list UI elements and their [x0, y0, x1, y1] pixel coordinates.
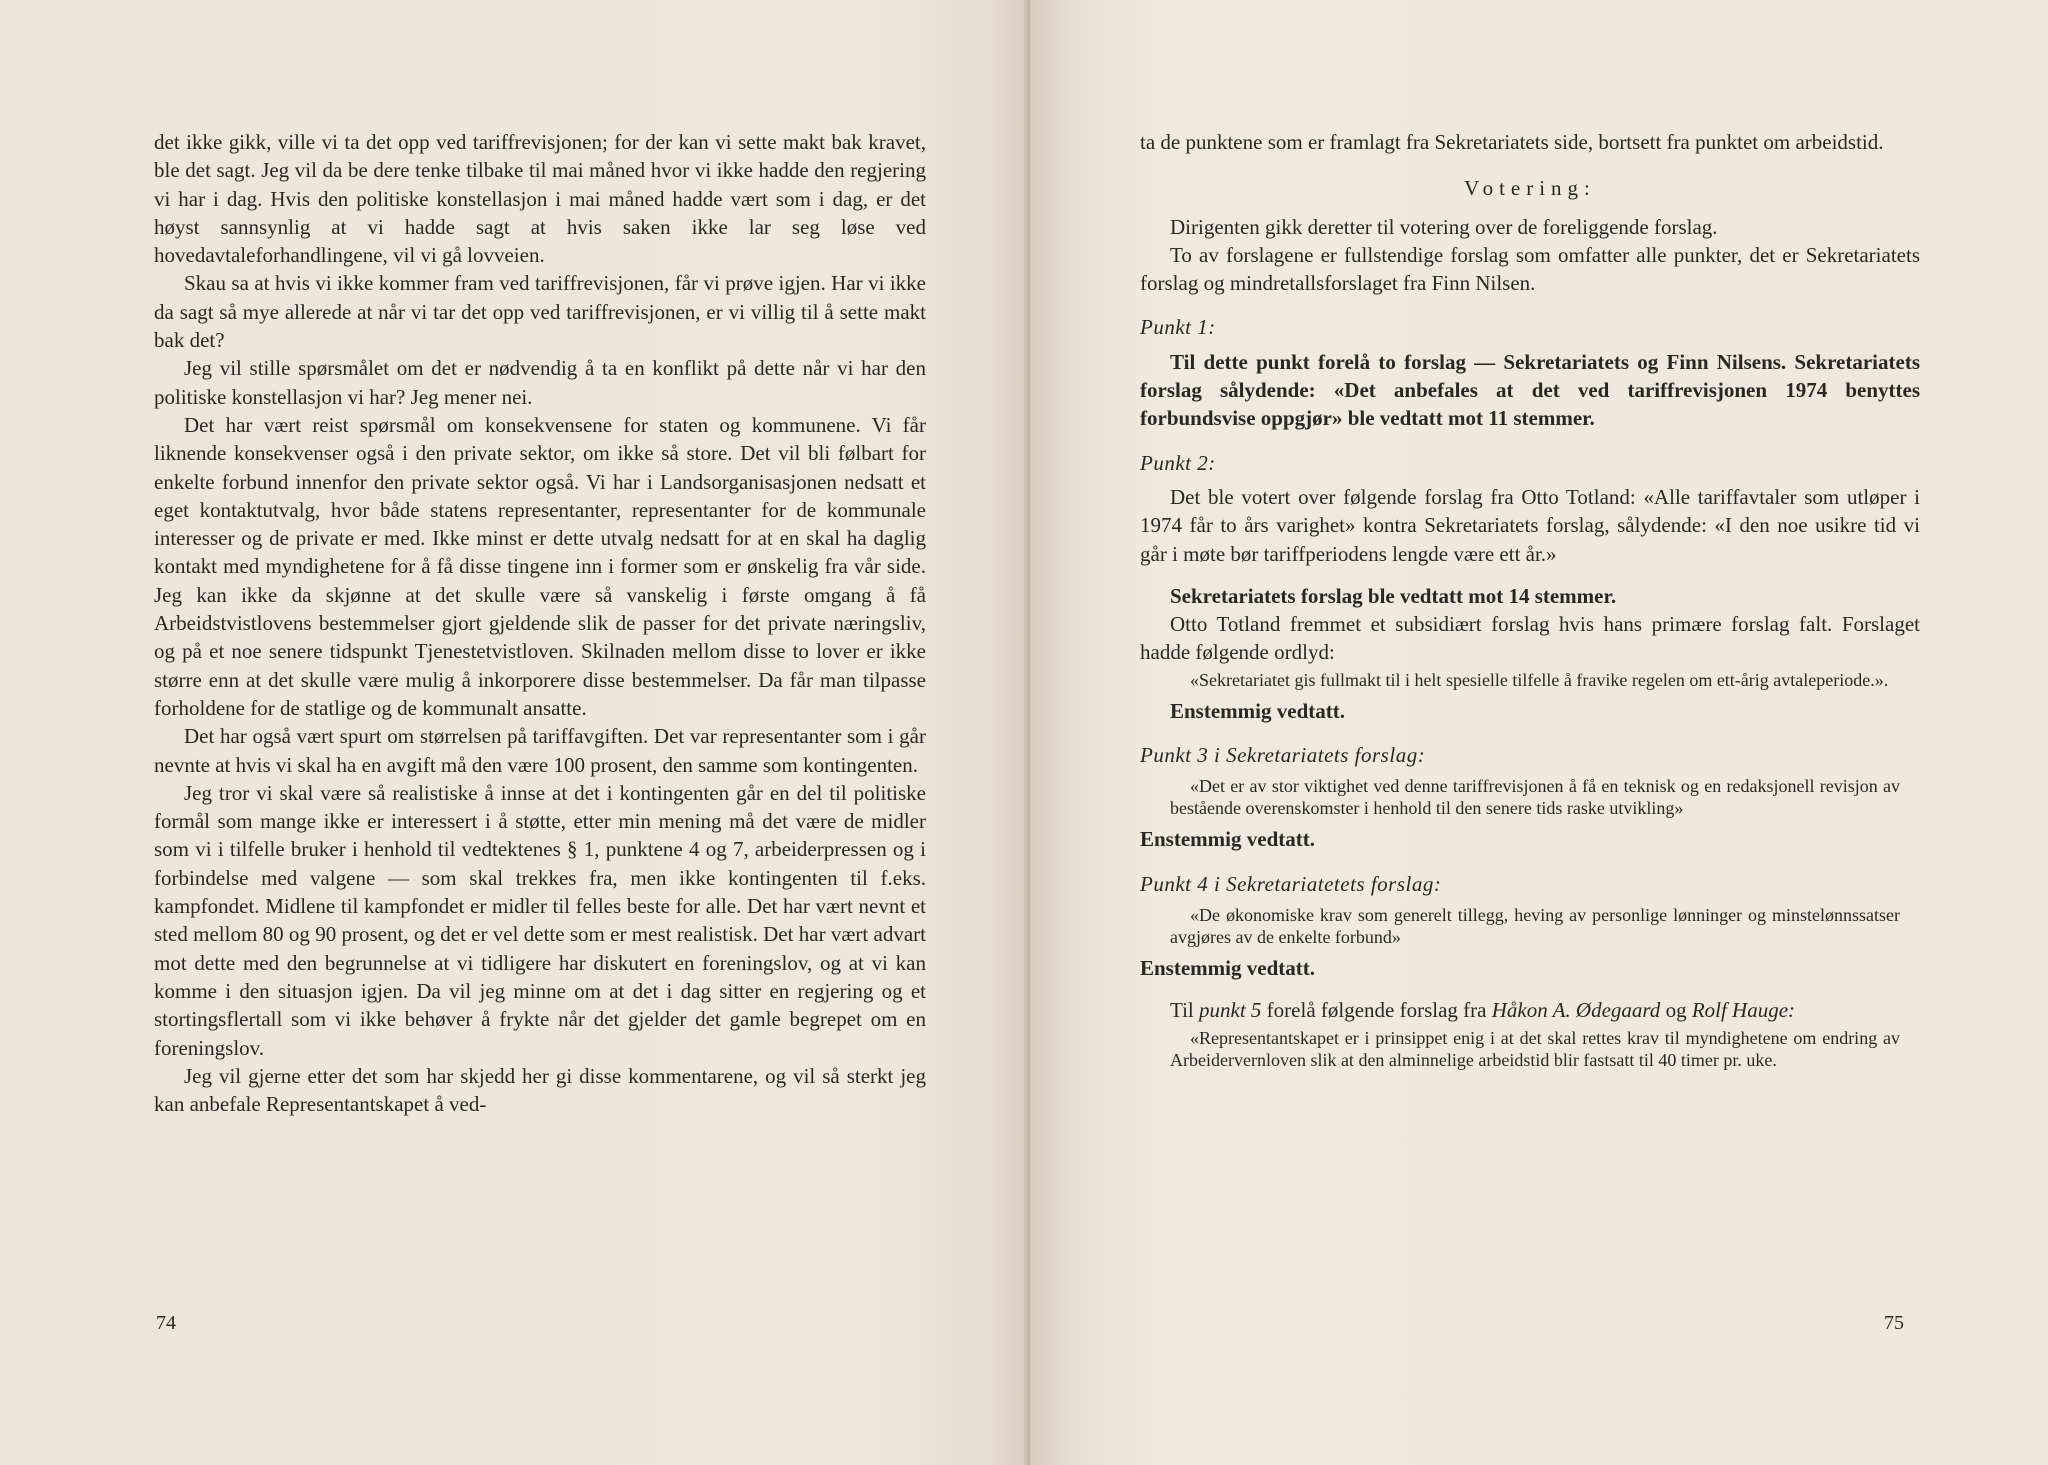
punkt-1-label: Punkt 1:	[1140, 315, 1216, 340]
punkt-2-result: Sekretariatets forslag ble vedtatt mot 14 stemmer.	[1170, 583, 1617, 608]
punkt-3-result: Enstemmig vedtatt.	[1140, 827, 1315, 852]
votering-heading: Votering:	[1464, 176, 1596, 201]
left-paragraph-7: Jeg vil gjerne etter det som har skjedd her gi disse kommentarene, og vil så sterkt jeg kan anbefale Representantskapet å ved-	[154, 1063, 926, 1117]
proposer-odegaard: Håkon A. Ødegaard	[1491, 998, 1661, 1023]
left-paragraph-5: Det har også vært spurt om størrelsen på tariffavgiften. Det var representanter som i går nevnte at hvis vi skal ha en avgift må den være 100 prosent, den samme som kontingenten.	[154, 724, 926, 777]
votering-paragraph-1: Dirigenten gikk deretter til votering over de foreliggende forslag.	[1170, 214, 1718, 239]
spacer	[1140, 982, 1920, 996]
left-paragraph-2: Skau sa at hvis vi ikke kommer fram ved tariffrevisjonen, får vi prøve igjen. Har vi ikke da sagt så mye allerede at når vi tar det opp ved tariffrevisjonen, er vi villig til å sette makt bak det?	[154, 271, 926, 353]
left-paragraph-4: Det har vært reist spørsmål om konsekvensene for staten og kommunene. Vi får liknende konsekvenser også i den private sektor, om ikke så store. Det vil bli følbart for enkelte forbund innenfor den private sektor også. Vi har i Landsorganisasjonen nedsatt et eget kontaktutvalg, hvor både statens representanter, representanter for de kommunale interesser og de private er med. Ikke minst er dette utvalg nedsatt for at en skal ha daglig kontakt med myndighetene for å få disse tingene inn i former som er ønskelig fra vår side. Jeg kan ikke da skjønne at det skulle være så vanskelig i første omgang å få Arbeidstvistlovens bestemmelser gjort gjeldende slik de passer for det private næringsliv, og på et noe senere tidspunkt Tjenestetvistloven. Skilnaden mellom disse to lover er ikke større enn at det skulle være mulig å inkorporere disse bestemmelser. Da får man tilpasse forholdene for de statlige og de kommunalt ansatte.	[154, 412, 926, 720]
left-paragraph-1: det ikke gikk, ville vi ta det opp ved tariffrevisjonen; for der kan vi sette makt bak kravet, ble det sagt. Jeg vil da be dere tenke tilbake til mai måned hvor vi ikke hadde den regjering vi har i dag. Hvis den politiske konstellasjon i mai måned hadde vært som i dag, er det høyst sannsynlig at vi hadde sagt at hvis saken ikke lar seg løse ved hovedavtaleforhandlingene, vil vi gå lovveien.	[154, 130, 926, 268]
punkt-1-text: Til dette punkt forelå to forslag — Sekretariatets og Finn Nilsens. Sekretariatets forslag sålydende: «Det anbefales at det ved tariffrevisjonen 1974 benyttes forbundsvise oppgjør» ble vedtatt mot 11 stemmer.	[1140, 349, 1920, 431]
right-page-number: 75	[1884, 1312, 1904, 1334]
subsidiary-proposal-quote: «Sekretariatet gis fullmakt til i helt spesielle tilfelle å fravike regelen om ett-årig avtaleperiode.».	[1190, 669, 1889, 690]
punkt-5-quote: «Representantskapet er i prinsippet enig i at det skal rettes krav til myndighetene om endring av Arbeidervernloven slik at den alminnelige arbeidstid blir fastsatt til 40 timer pr. uke.	[1170, 1027, 1900, 1070]
punkt-5-text	[1140, 996, 1920, 1024]
left-page-number: 74	[156, 1312, 176, 1334]
punkt-4-result: Enstemmig vedtatt.	[1140, 955, 1315, 980]
punkt-5-ref: punkt 5	[1199, 998, 1262, 1023]
punkt-4-label: Punkt 4 i Sekretariatetets forslag:	[1140, 871, 1442, 896]
left-paragraph-6: Jeg tror vi skal være så realistiske å innse at det i kontingenten går en del til politiske formål som mange ikke er interessert i å støtte, etter min mening må det være de midler som vi i tilfelle bruker i henhold til vedtektenes § 1, punktene 4 og 7, arbeiderpressen og i forbindelse med valgene — som skal trekkes fra, men ikke kontingenten til f.eks. kampfondet. Midlene til kampfondet er midler til felles beste for alle. Det har vært nevnt et sted mellom 80 og 90 prosent, og det er vel dette som er mest realistisk. Det har vært advart mot dette med den begrunnelse at vi tidligere har diskutert en foreningslov, og at vi kan komme i den situasjon igjen. Da vil jeg minne om at det i dag sitter en regjering og et stortingsflertall som vi ikke behøver å frykte når det gjelder det gamle begrepet om en foreningslov.	[154, 780, 926, 1060]
left-paragraph-3: Jeg vil stille spørsmålet om det er nødvendig å ta en konflikt på dette når vi har den politiske konstellasjon vi har? Jeg mener nei.	[154, 356, 926, 409]
right-opening-paragraph: ta de punktene som er framlagt fra Sekretariatets side, bortsett fra punktet om arbeidstid.	[1140, 130, 1884, 154]
subsidiary-result: Enstemmig vedtatt.	[1170, 698, 1345, 723]
punkt-3-label: Punkt 3 i Sekretariatets forslag:	[1140, 743, 1426, 768]
punkt-4-quote: «De økonomiske krav som generelt tillegg, heving av personlige lønninger og minstelønnssatser avgjøres av de enkelte forbund»	[1170, 904, 1900, 947]
punkt-5-text-c: forelå følgende forslag fra	[1261, 998, 1492, 1023]
punkt-5-text-a: Til	[1170, 998, 1200, 1023]
proposer-hauge: Rolf Hauge:	[1691, 998, 1796, 1023]
punkt-2-text: Det ble votert over følgende forslag fra Otto Totland: «Alle tariffavtaler som utløper i 1974 får to års varighet» kontra Sekretariatets forslag, sålydende: «I den noe usikre tid vi går i møte bør tariffperiodens lengde være ett år.»	[1140, 484, 1920, 566]
spacer	[1140, 568, 1920, 582]
punkt-5-text-e: og	[1660, 998, 1692, 1023]
votering-paragraph-2: To av forslagene er fullstendige forslag som omfatter alle punkter, det er Sekretariatets forslag og mindretallsforslaget fra Finn Nilsen.	[1140, 242, 1920, 296]
punkt-3-quote: «Det er av stor viktighet ved denne tariffrevisjonen å få en teknisk og en redaksjonell revisjon av bestående overenskomster i henhold til den senere tids raske utvikling»	[1170, 776, 1900, 819]
subsidiary-proposal-text: Otto Totland fremmet et subsidiært forslag hvis hans primære forslag falt. Forslaget hadde følgende ordlyd:	[1140, 612, 1920, 665]
punkt-2-label: Punkt 2:	[1140, 450, 1216, 475]
right-page-text	[1140, 128, 1920, 1077]
left-page-text	[154, 128, 926, 1118]
